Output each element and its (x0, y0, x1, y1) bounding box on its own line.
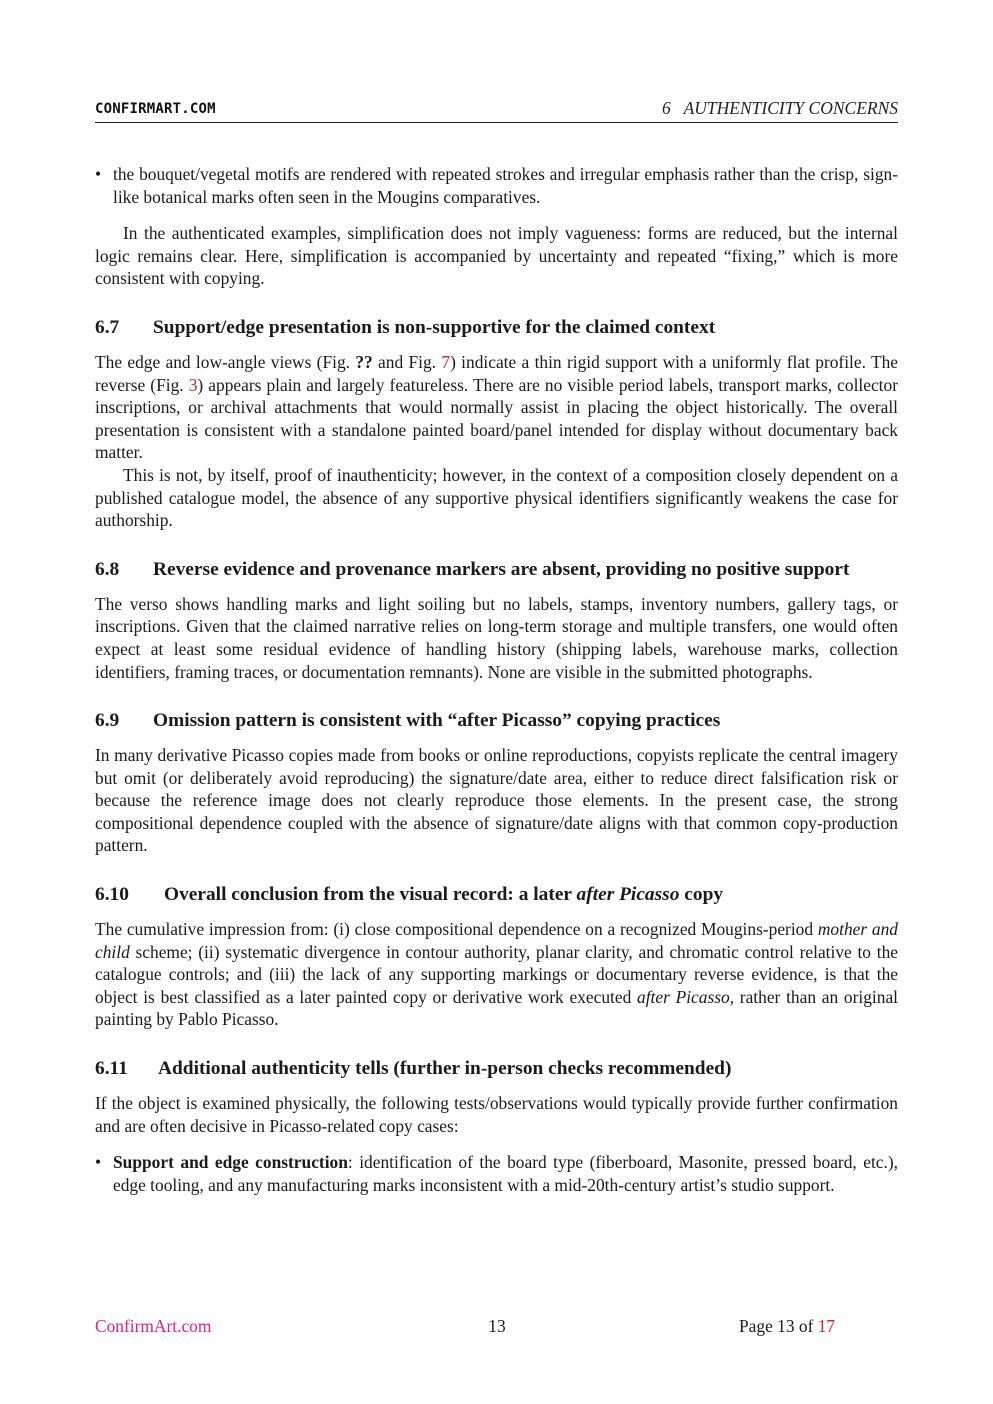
footer-site-link[interactable]: ConfirmArt.com (95, 1316, 212, 1336)
body-paragraph: In the authenticated examples, simplification does not imply vagueness: forms are reduced, but the internal logic remains clear. Here, simplification is accompanied by uncertainty and repeated “fixing,” which is more consistent with copying. (95, 223, 898, 289)
section-heading-6-9: 6.9 Omission pattern is consistent with “after Picasso” copying practices (95, 710, 721, 732)
header-section-title: 6 AUTHENTICITY CONCERNS (662, 98, 898, 118)
footer-page-number: 13 (488, 1316, 506, 1336)
figure-link[interactable]: 3 (188, 374, 198, 395)
bullet-icon: • (95, 164, 102, 184)
section-heading-6-7: 6.7 Support/edge presentation is non-supportive for the claimed context (95, 316, 716, 338)
list-item: • Support and edge construction: identification of the board type (fiberboard, Masonite, pressed board, etc.), edge tooling, and any manufacturing marks inconsistent with a mid-20th-century artist’s studio support. (95, 1152, 898, 1195)
main-content (95, 163, 898, 1196)
section-heading-6-10: 6.10 Overall conclusion from the visual record: a later after Picasso copy (95, 884, 724, 906)
section-heading-6-11: 6.11 Additional authenticity tells (further in-person checks recommended) (95, 1058, 732, 1080)
running-header (95, 98, 898, 123)
bullet-icon: • (95, 1152, 102, 1173)
total-pages-link[interactable]: 17 (817, 1316, 836, 1336)
unresolved-ref: ?? (355, 351, 373, 372)
figure-link[interactable]: 7 (441, 351, 451, 372)
site-logo: CONFIRMART.COM (95, 101, 216, 117)
footer-page-count: Page 13 of 17 (739, 1316, 836, 1336)
page-footer (95, 1316, 898, 1338)
body-paragraph: The cumulative impression from: (i) close compositional dependence on a recognized Mougins-period mother and child scheme; (ii) systematic divergence in contour authority, planar clarity, and chromatic control relative to the catalogue controls; and (iii) the lack of any supporting markings or documentary reverse evidence, is that the object is best classified as a later painted copy or derivative work executed after Picasso, rather than an original painting by Pablo Picasso. (95, 919, 898, 1030)
body-paragraph: In many derivative Picasso copies made from books or online reproductions, copyists replicate the central imagery but omit (or deliberately avoid reproducing) the signature/date area, either to reduce direct falsification risk or because the reference image does not clearly reproduce those elements. In the present case, the strong compositional dependence coupled with the absence of signature/date aligns with that common copy-production pattern. (95, 745, 898, 856)
body-paragraph: If the object is examined physically, the following tests/observations would typically provide further confirmation and are often decisive in Picasso-related copy cases: (95, 1093, 898, 1136)
list-item: • the bouquet/vegetal motifs are rendered with repeated strokes and irregular emphasis rather than the crisp, sign-like botanical marks often seen in the Mougins comparatives. (95, 164, 898, 207)
body-paragraph: The verso shows handling marks and light soiling but no labels, stamps, inventory numbers, gallery tags, or inscriptions. Given that the claimed narrative relies on long-term storage and multiple transfers, one would often expect at least some residual evidence of handling history (shipping labels, warehouse marks, collection identifiers, framing traces, or documentation remnants). None are visible in the submitted photographs. (95, 593, 898, 682)
section-heading-6-8: 6.8 Reverse evidence and provenance markers are absent, providing no positive support (95, 558, 850, 580)
body-paragraph: This is not, by itself, proof of inauthenticity; however, in the context of a composition closely dependent on a published catalogue model, the absence of any supportive physical identifiers significantly weakens the case for authorship. (95, 464, 898, 531)
body-paragraph: The edge and low-angle views (Fig. ?? and Fig. 7) indicate a thin rigid support with a uniformly flat profile. The reverse (Fig. 3) appears plain and largely featureless. There are no visible period labels, transport marks, collector inscriptions, or archival attachments that would normally assist in placing the object historically. The overall presentation is consistent with a standalone painted board/panel intended for display without documentary back matter. (95, 351, 898, 463)
